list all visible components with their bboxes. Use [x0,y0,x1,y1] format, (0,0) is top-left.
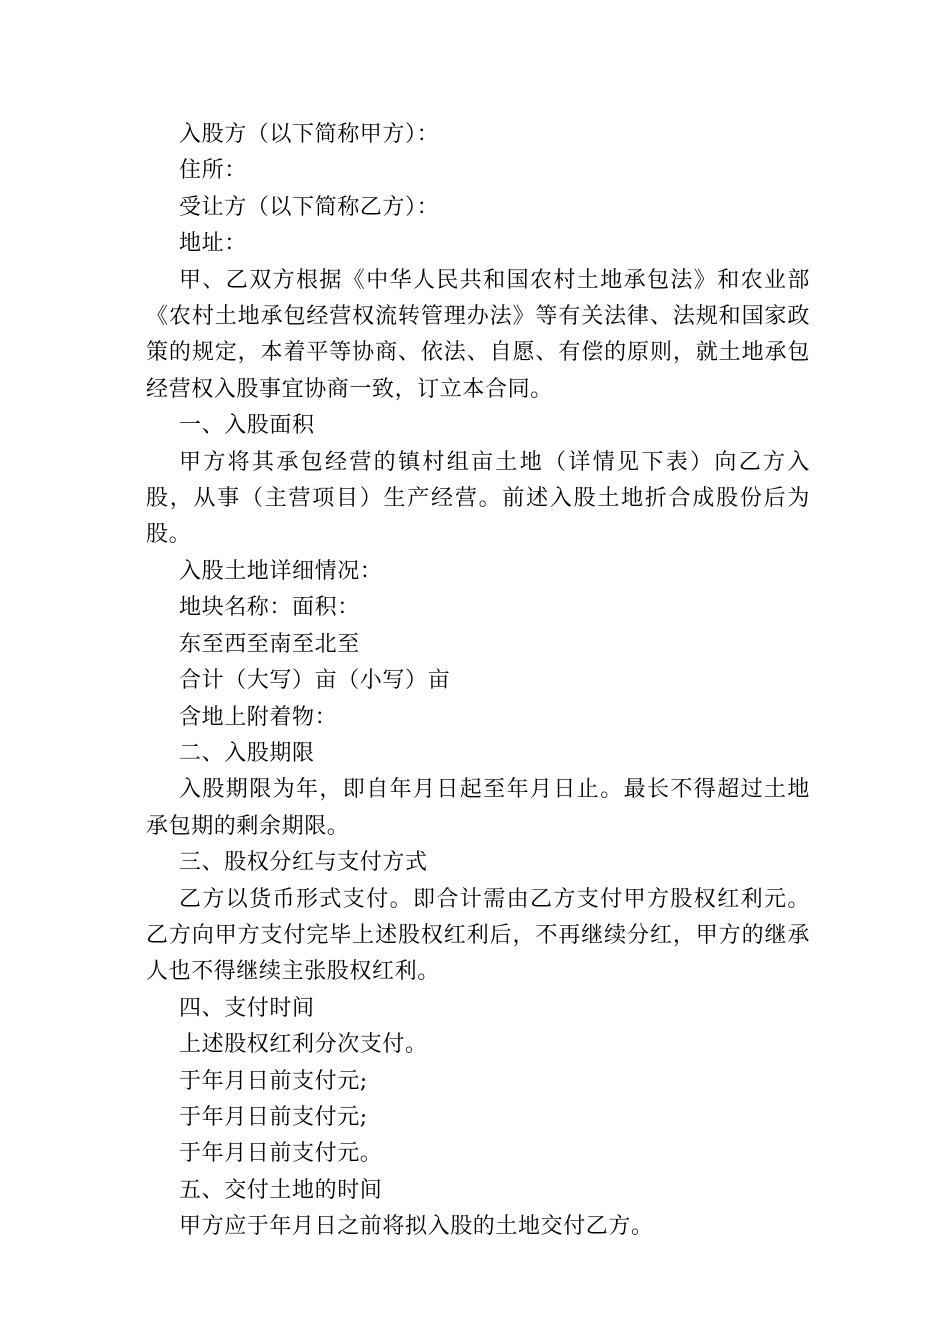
area-paragraph: 甲方将其承包经营的镇村组亩土地（详情见下表）向乙方入股，从事（主营项目）生产经营。前述入股土地折合成股份后为股。 [146,449,810,548]
installment-line-1: 于年月日前支付元; [179,1068,368,1094]
document-body [146,117,810,1246]
installment-line-2: 于年月日前支付元; [179,1104,368,1130]
party-b-address: 地址： [179,231,247,257]
delivery-paragraph: 甲方应于年月日之前将拟入股的土地交付乙方。 [179,1214,654,1240]
dividend-paragraph: 乙方以货币形式支付。即合计需由乙方支付甲方股权红利元。乙方向甲方支付完毕上述股权红利后，不再继续分红，甲方的继承人也不得继续主张股权红利。 [146,886,810,985]
section-heading-term: 二、入股期限 [179,740,315,766]
section-heading-delivery: 五、交付土地的时间 [179,1177,383,1203]
land-details-label: 入股土地详细情况： [179,558,383,584]
term-paragraph: 入股期限为年，即自年月日起至年月日止。最长不得超过土地承包期的剩余期限。 [146,777,810,839]
party-a-line: 入股方（以下简称甲方）： [179,122,440,147]
section-heading-payment-time: 四、支付时间 [179,995,315,1021]
installment-intro: 上述股权红利分次支付。 [179,1032,428,1058]
total-area-line: 合计（大写）亩（小写）亩 [179,668,451,694]
boundaries-line: 东至西至南至北至 [179,631,360,657]
party-a-residence: 住所： [179,158,247,184]
plot-name-area-line: 地块名称：面积： [179,595,360,621]
section-heading-area: 一、入股面积 [179,413,315,439]
party-b-line: 受让方（以下简称乙方）： [179,194,440,220]
section-heading-dividend: 三、股权分红与支付方式 [179,850,428,876]
installment-line-3: 于年月日前支付元。 [179,1141,383,1167]
preamble-paragraph: 甲、乙双方根据《中华人民共和国农村土地承包法》和农业部《农村土地承包经营权流转管理办法》等有关法律、法规和国家政策的规定，本着平等协商、依法、自愿、有偿的原则，就土地承包经营权入股事宜协商一致，订立本合同。 [146,267,810,402]
attachments-line: 含地上附着物： [179,704,338,730]
